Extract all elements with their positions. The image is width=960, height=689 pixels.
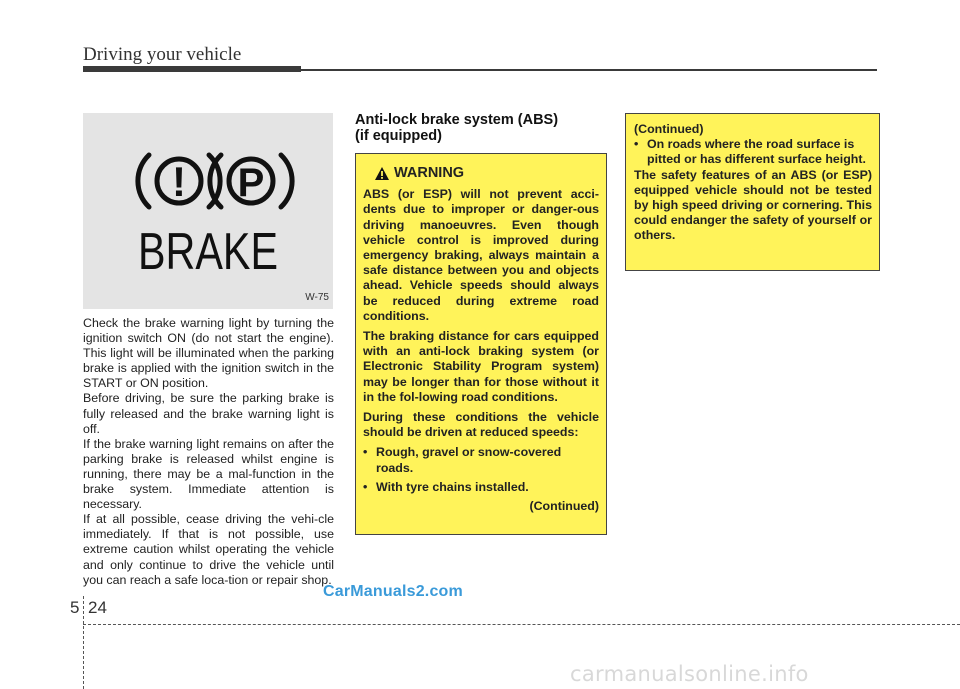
page-header-title: Driving your vehicle [83,44,242,65]
brake-warning-light-icon [83,113,333,309]
section-title-line-2: (if equipped) [355,128,442,144]
continued-marker: (Continued) [529,499,599,514]
figure-code: W-75 [305,292,329,303]
brake-label-glyph: BRAKE [138,223,278,281]
continued-bullet: • On roads where the road surface is pitted or has different surface height. [634,137,872,167]
header-rule-thick [83,66,301,72]
warning-heading [363,166,599,181]
warning-label: WARNING [394,165,465,181]
warning-triangle-icon [374,166,390,181]
continued-bullet-list [634,137,872,167]
section-title-line-1: Anti-lock brake system (ABS) [355,112,559,128]
warning-bullet: • With tyre chains installed. [363,480,599,495]
body-paragraph: If at all possible, cease driving the vehi-cle immediately. If that is not possible, use extreme caution whilst operating the vehicle and only continue to drive the vehicle until you can reach a safe loca-tion or repair shop. [83,512,334,587]
abs-section-title [355,112,605,144]
page-number: 24 [88,598,107,617]
exclamation-glyph: ! [172,158,186,205]
section-number: 5 [70,598,80,617]
header-rule-thin [301,69,877,71]
brake-light-description [83,316,334,588]
warning-paragraph-1: ABS (or ESP) will not prevent acci-dents due to improper or danger-ous driving manoeuvres. Even though vehicle control is improved during emergency braking, always maintain a safe distance between you and objects ahead. Vehicle speeds should always be reduced during extreme road conditions. [363,187,599,323]
body-paragraph: If the brake warning light remains on after the parking brake is released whilst engine is running, there may be a mal-function in the brake system. Immediate attention is necessary. [83,436,334,512]
body-paragraph: Check the brake warning light by turning the ignition switch ON (do not start the engine). This light will be illuminated when the parking brake is applied with the ignition switch in the START or ON position. [83,316,334,391]
abs-warning-box [355,153,607,535]
continued-heading: (Continued) [634,122,704,136]
footer-rule [83,624,960,625]
warning-bullet-list [363,445,599,495]
parking-p-glyph: P [237,161,265,205]
body-paragraph: Before driving, be sure the parking brake is fully released and the brake warning light is off. [83,391,334,436]
footer-divider [83,596,84,689]
warning-paragraph-3: During these conditions the vehicle should be driven at reduced speeds: [363,410,599,440]
warning-bullet: • Rough, gravel or snow-covered roads. [363,445,599,475]
brake-warning-figure [83,113,333,309]
watermark-carmanuals[interactable]: CarManuals2.com [323,583,463,600]
watermark-site[interactable]: carmanualsonline.info [570,662,809,686]
warning-paragraph-2: The braking distance for cars equipped with an anti-lock braking system (or Electronic Stability Program system) may be longer than for those without it in the fol-lowing road conditions. [363,329,599,404]
continued-paragraph: The safety features of an ABS (or ESP) equipped vehicle should not be tested by high speed driving or cornering. This could endanger the safety of yourself or others. [634,167,872,243]
continued-warning-box [625,113,880,271]
